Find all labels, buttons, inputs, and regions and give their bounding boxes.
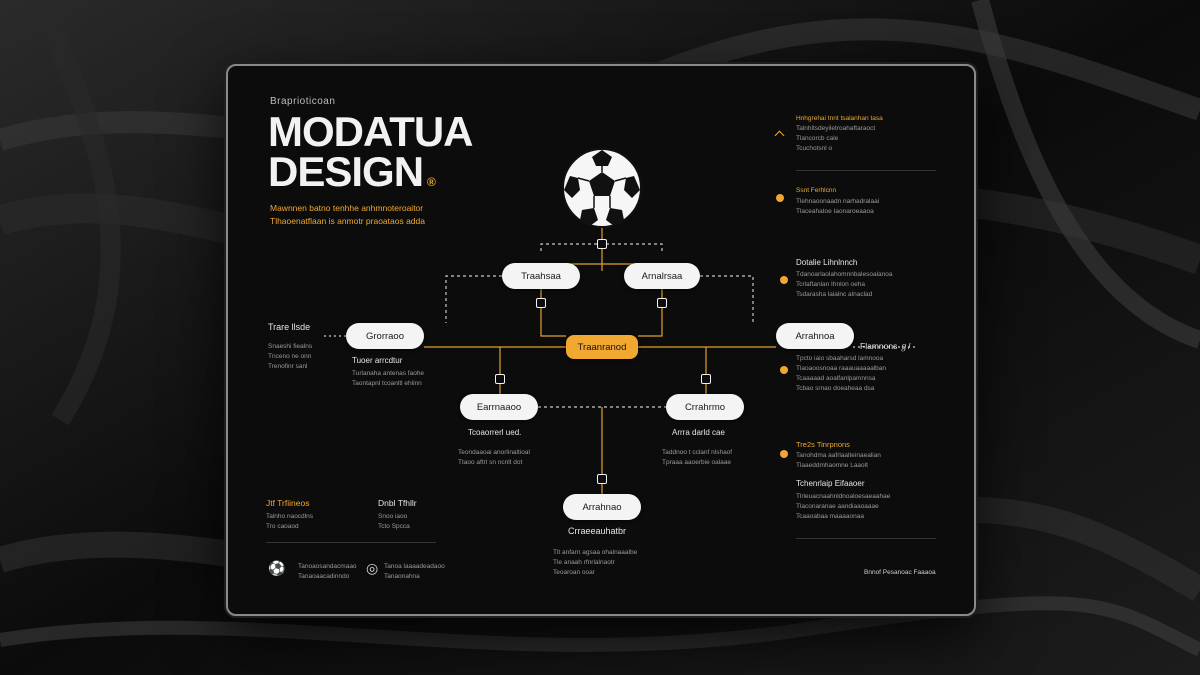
footer-mid-title: Dnbl Tfhllr <box>378 498 417 508</box>
subtitle-line-2: Tlhaoenatflaan is anmotr praoataos adda <box>270 216 425 226</box>
soccer-ball-icon: ⚽ <box>268 560 286 576</box>
footer-left-title: Jtf Trfiineos <box>266 498 310 508</box>
left-label-title: Trare llsde <box>268 322 311 332</box>
sidebar-item-6-lines: Tlrleuacnaahnldnoaloesaeaahae Tlaconaranae aandiaaoaaae Tcaaoabaa maaaaonaa <box>796 493 891 520</box>
infographic-board <box>226 64 976 616</box>
node-bottom[interactable]: Arrahnao <box>563 494 641 520</box>
sidebar-item-2-title: Ssnt Ferhlcnn <box>796 187 837 194</box>
circle-dot-icon <box>780 450 788 458</box>
footer-left-lines: Talnho naocdlns Tro caoaod <box>266 513 313 530</box>
footer-credit: Bnnof Pesanoac Faaaoa <box>864 569 936 576</box>
footer-mid-lines: Snoo iaoo Tcto Spcca <box>378 513 410 530</box>
connector-ball <box>597 239 607 249</box>
title-line-2: DESIGN ® <box>268 148 435 195</box>
node-mid-right[interactable]: Crrahrmo <box>666 394 744 420</box>
connector-mid-right <box>701 374 711 384</box>
sidebar-item-5-lines: Tanohdma aafrlaalteinaealian Tlaaeddmhaomne Laaolt <box>796 452 881 469</box>
sidebar-item-2-lines: Tlehnaoonaadn narhadralaai Tlaceahatoe Iaonaroeaaoa <box>796 198 880 215</box>
mid-left-lines: Teondaaoai anorlinaltioal Ttaoo aftrl sn ncnlt dot <box>458 449 530 466</box>
connector-top-left <box>536 298 546 308</box>
right-label: Flamnons ℊ/ <box>860 341 911 351</box>
mid-right-caption: Arrra darld cae <box>672 428 725 437</box>
subtitle-line-1: Mawnnen batno tenhhe anhmnoteroaitor <box>270 203 424 213</box>
node-right[interactable]: Arrahnoa <box>776 323 854 349</box>
circle-dot-icon <box>780 366 788 374</box>
pre-title: Braprioticoan <box>270 96 336 107</box>
node-left[interactable]: Grorraoo <box>346 323 424 349</box>
sidebar-item-1-lines: Talnhltsdeyiletroahaftaraoct Tlancorcb cale Tcuchotsnl o <box>796 125 876 152</box>
circle-dot-icon <box>776 194 784 202</box>
bottom-lines: Tlt anfarn agsaa ohalnaaalbe Tle anaah rfnrlalnaotr Teoaroan ooar <box>553 549 638 576</box>
left-caption-lines: Turlanaha antenas faohe Taontapnl tcoanltl ehlinn <box>352 370 425 387</box>
sidebar-divider-2 <box>796 538 936 539</box>
sidebar-item-3-lines: Tdanoarlaolahomnnbalesoalanoa Tcrlaftanlan Ihnlon oeha Tsdarasha laialnc alnaclad <box>796 271 893 298</box>
footer-icon-left-lines: Tanoaosandacmaao Tanaoaacadinndo <box>298 563 357 580</box>
footer-divider <box>266 542 436 543</box>
left-caption-title: Tuoer arrcdtur <box>352 356 403 365</box>
node-top-right[interactable]: Arnalrsaa <box>624 263 700 289</box>
page-title <box>268 108 473 202</box>
connector-top-right <box>657 298 667 308</box>
soccer-ball-icon <box>560 146 644 230</box>
sidebar-item-1-title: Hnhgrehai tnnt tsalanhan tasa <box>796 115 883 122</box>
left-label-lines: Snaeshi fiealns Tnceno ne onn Trenofinr sanl <box>268 343 313 370</box>
sidebar-item-4-lines: Tpcto iaio sbaaharsd lamnooa Tlaoaoosnoaa raaauaaaaalban Tcaaaaad aoalfanlpamnnsa Tcbao srnao doeaheaa dsa <box>796 355 886 392</box>
mid-right-lines: Taddnoo t cclanf nlshaof Tpraaa aaoerbie oalaae <box>662 449 733 466</box>
footer-icon-mid-lines: Tanoa laaaadeadaoo Tanaonahna <box>384 563 445 580</box>
bottom-caption: Crraeeauhatbr <box>568 526 627 536</box>
connector-bottom <box>597 474 607 484</box>
sidebar-item-5-title: Tre2s Tinrpnons <box>796 440 850 449</box>
connector-mid-left <box>495 374 505 384</box>
globe-icon: ◎ <box>366 560 379 576</box>
node-top-left[interactable]: Traahsaa <box>502 263 580 289</box>
sidebar-item-3-title: Dotalie Lihnlnnch <box>796 258 858 267</box>
circle-dot-icon <box>780 276 788 284</box>
title-line-1: MODATUA <box>268 108 473 155</box>
sidebar-divider-1 <box>796 170 936 171</box>
registered-mark: ® <box>427 175 435 189</box>
mid-left-caption: Tcoaorrerl ued. <box>468 428 522 437</box>
sidebar-item-6-title: Tchenrlaip Eifaaoer <box>796 479 865 488</box>
subtitle <box>270 202 460 228</box>
node-hub[interactable]: Traanranod <box>566 335 638 359</box>
node-mid-left[interactable]: Earrnaaoo <box>460 394 538 420</box>
